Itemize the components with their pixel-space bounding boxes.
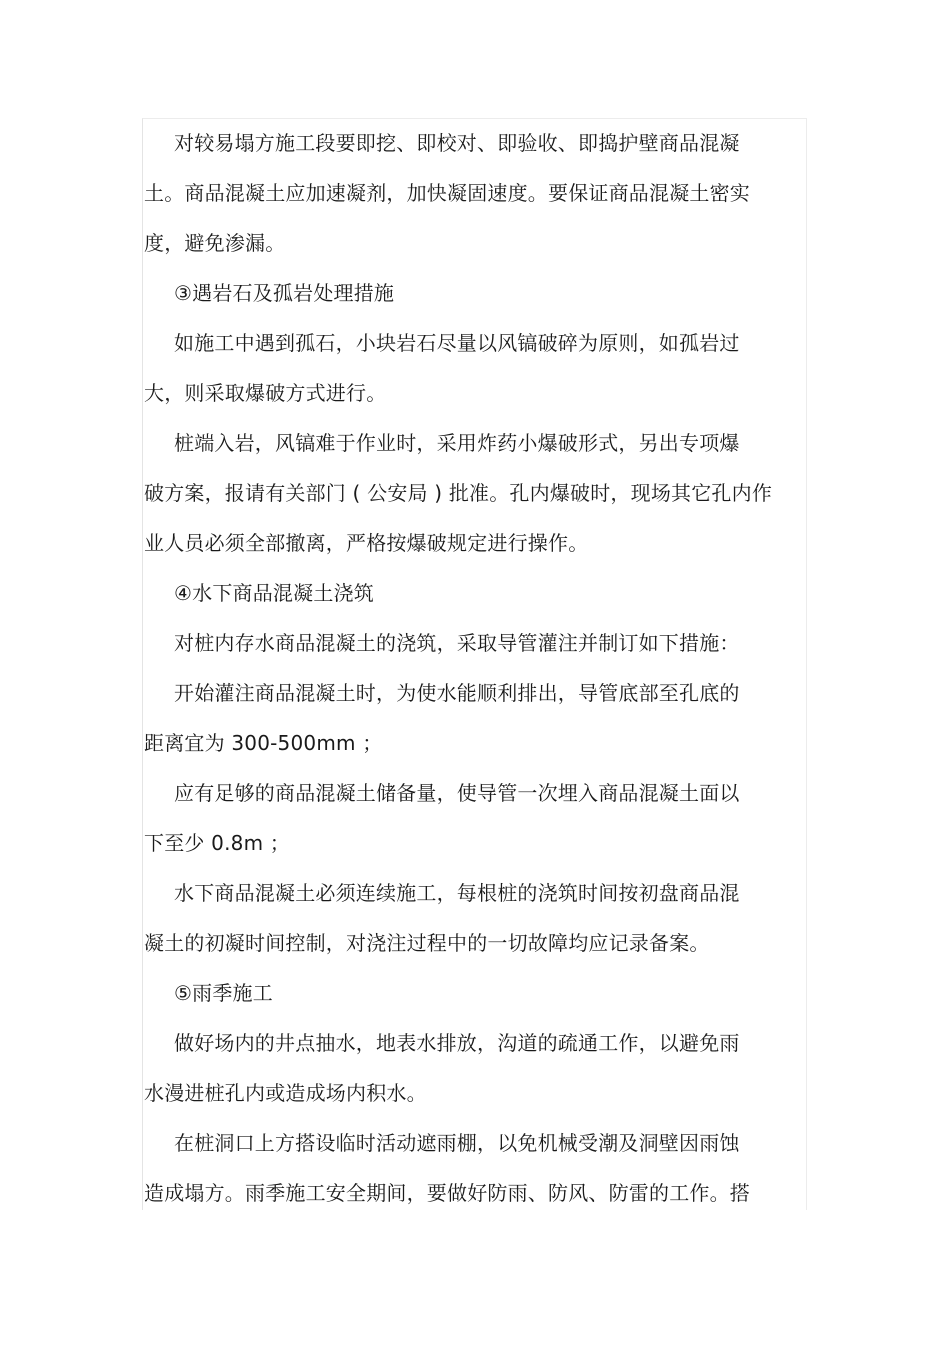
text-line-1: 对较易塌方施工段要即挖、即校对、即验收、即捣护壁商品混凝 <box>174 131 740 155</box>
text-line-9: 业人员必须全部撤离，严格按爆破规定进行操作。 <box>144 531 589 555</box>
text-line-5: 如施工中遇到孤石，小块岩石尽量以风镐破碎为原则，如孤岩过 <box>174 331 740 355</box>
text-line-11: 对桩内存水商品混凝土的浇筑，采取导管灌注并制订如下措施： <box>174 631 740 655</box>
text-line-7: 桩端入岩，风镐难于作业时，采用炸药小爆破形式，另出专项爆 <box>174 431 740 455</box>
document-body <box>144 118 792 1218</box>
text-line-3: 度，避免渗漏。 <box>144 231 286 255</box>
text-line-8: 破方案，报请有关部门 ( 公安局 ) 批准。孔内爆破时，现场其它孔内作 <box>144 481 773 505</box>
text-line-14: 应有足够的商品混凝土储备量，使导管一次埋入商品混凝土面以 <box>174 781 740 805</box>
section-heading-underwater: ④水下商品混凝土浇筑 <box>174 581 374 605</box>
text-line-16: 水下商品混凝土必须连续施工，每根桩的浇筑时间按初盘商品混 <box>174 881 740 905</box>
text-line-15: 下至少 0.8m ； <box>144 831 291 855</box>
text-line-2: 土。商品混凝土应加速凝剂，加快凝固速度。要保证商品混凝土密实 <box>144 181 750 205</box>
text-line-6: 大，则采取爆破方式进行。 <box>144 381 387 405</box>
section-heading-rock: ③遇岩石及孤岩处理措施 <box>174 281 395 305</box>
text-line-12: 开始灌注商品混凝土时，为使水能顺利排出，导管底部至孔底的 <box>174 681 740 705</box>
section-heading-rainy-season: ⑤雨季施工 <box>174 981 273 1005</box>
text-line-22: 造成塌方。雨季施工安全期间，要做好防雨、防风、防雷的工作。搭 <box>144 1181 750 1205</box>
text-line-20: 水漫进桩孔内或造成场内积水。 <box>144 1081 427 1105</box>
text-line-21: 在桩洞口上方搭设临时活动遮雨棚，以免机械受潮及洞壁因雨蚀 <box>174 1131 740 1155</box>
text-line-17: 凝土的初凝时间控制，对浇注过程中的一切故障均应记录备案。 <box>144 931 710 955</box>
text-line-13: 距离宜为 300-500mm ； <box>144 731 383 755</box>
text-line-19: 做好场内的井点抽水，地表水排放，沟道的疏通工作，以避免雨 <box>174 1031 740 1055</box>
